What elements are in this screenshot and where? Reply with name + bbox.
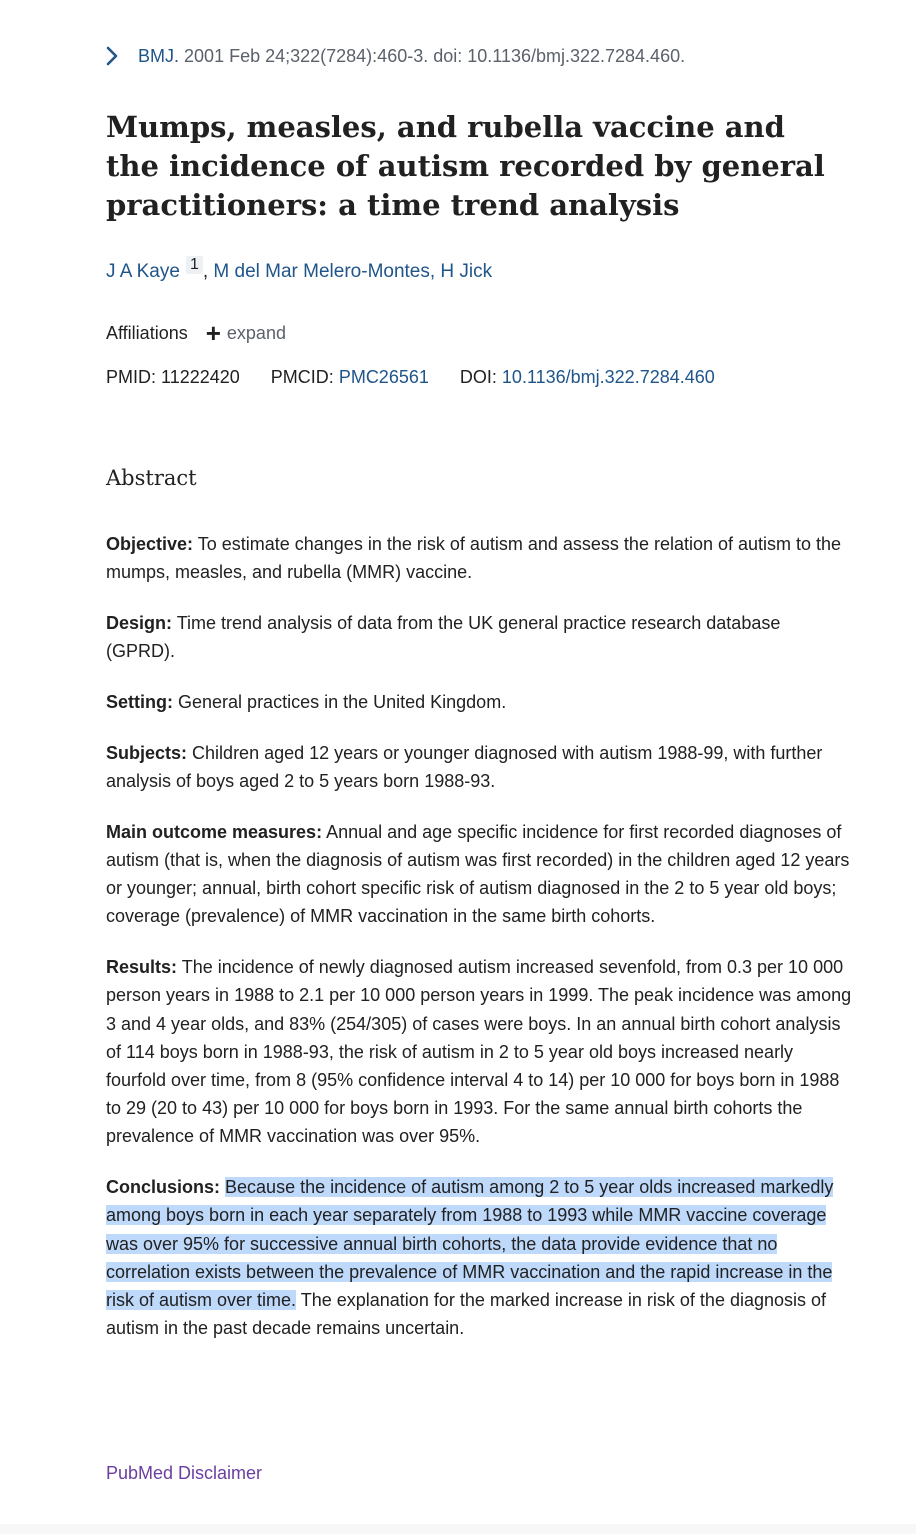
- author-links[interactable]: M del Mar Melero-Montes, H Jick: [213, 261, 493, 282]
- citation-details: 2001 Feb 24;322(7284):460-3. doi: 10.1136/bmj.322.7284.460.: [184, 46, 686, 66]
- pmid-label: PMID:: [106, 367, 157, 387]
- outcome-label: Main outcome measures:: [106, 821, 323, 842]
- setting-label: Setting:: [106, 692, 173, 712]
- outcome-text: Annual and age specific incidence for first recorded diagnoses of autism (that is, when the diagnosis of autism was first recorded) in the children aged 12 years or younger; annual, birth cohort specific risk of autism diagnosed in the 2 to 5 year old boys; coverage (prevalence) of MMR vaccination in the same birth cohorts.: [106, 821, 850, 927]
- doi-label: DOI:: [459, 367, 497, 387]
- abstract-design: [106, 609, 854, 665]
- affiliations-toggle[interactable]: [106, 320, 286, 346]
- pmcid-link[interactable]: PMC26561: [338, 367, 429, 387]
- identifiers: [106, 364, 715, 390]
- abstract-conclusions: [106, 1173, 854, 1342]
- objective-label: Objective:: [106, 534, 194, 554]
- results-label: Results:: [106, 957, 178, 978]
- abstract-body: [106, 530, 854, 1365]
- pmcid-label: PMCID:: [270, 367, 334, 387]
- design-text: Time trend analysis of data from the UK general practice research database (GPRD).: [106, 613, 781, 662]
- affiliations-label: Affiliations: [106, 323, 188, 343]
- journal-link[interactable]: BMJ.: [138, 46, 180, 66]
- subjects-label: Subjects:: [106, 742, 188, 763]
- chevron-right-icon[interactable]: [102, 44, 124, 68]
- abstract-outcome: [106, 818, 854, 931]
- author-separator: ,: [202, 261, 209, 282]
- abstract-heading: Abstract: [106, 466, 197, 490]
- article-title: Mumps, measles, and rubella vaccine and the incidence of autism recorded by general practitioners: a time trend analysis: [106, 110, 825, 222]
- results-text: The incidence of newly diagnosed autism increased sevenfold, from 0.3 per 10 000 person years in 1988 to 2.1 per 10 000 person years in 1999. The peak incidence was among 3 and 4 year olds, and 83% (254/305) of cases were boys. In an annual birth cohort analysis of 114 boys born in 1988-93, the risk of autism in 2 to 5 year old boys increased nearly fourfold over time, from 8 (95% confidence interval 4 to 14) per 10 000 for boys born in 1988 to 29 (20 to 43) per 10 000 for boys born in 1993. For the same annual birth cohorts the prevalence of MMR vaccination was over 95%.: [106, 957, 852, 1147]
- page-footer-strip: [0, 1524, 916, 1534]
- design-label: Design:: [106, 613, 173, 633]
- expand-label[interactable]: expand: [226, 323, 286, 343]
- abstract-setting: [106, 688, 854, 716]
- plus-icon[interactable]: +: [205, 318, 221, 348]
- conclusions-text: The explanation for the marked increase in risk of the diagnosis of autism in the past decade remains uncertain.: [106, 1290, 827, 1339]
- subjects-text: Children aged 12 years or younger diagnosed with autism 1988-99, with further analysis of boys aged 2 to 5 years born 1988-93.: [106, 742, 823, 791]
- abstract-subjects: [106, 739, 854, 795]
- doi-link[interactable]: 10.1136/bmj.322.7284.460: [501, 367, 715, 387]
- setting-text: General practices in the United Kingdom.: [178, 692, 507, 712]
- objective-text: To estimate changes in the risk of autism and assess the relation of autism to the mumps, measles, and rubella (MMR) vaccine.: [106, 534, 842, 583]
- citation: [106, 44, 685, 68]
- abstract-objective: [106, 530, 854, 586]
- author-list: [106, 256, 492, 286]
- conclusions-highlighted-text[interactable]: Because the incidence of autism among 2 to 5 year olds increased markedly among boys born in each year separately from 1988 to 1993 while MMR vaccine coverage was over 95% for successive annual birth cohorts, the data provide evidence that no correlation exists between the prevalence of MMR vaccination and the rapid increase in the risk of autism over time.: [106, 1177, 834, 1311]
- conclusions-label: Conclusions:: [106, 1177, 221, 1198]
- pubmed-disclaimer-link[interactable]: PubMed Disclaimer: [106, 1463, 263, 1483]
- author-link[interactable]: J A Kaye: [106, 261, 180, 282]
- affiliation-marker[interactable]: 1: [186, 256, 203, 274]
- pmid-value: 11222420: [161, 367, 240, 387]
- abstract-results: [106, 953, 854, 1150]
